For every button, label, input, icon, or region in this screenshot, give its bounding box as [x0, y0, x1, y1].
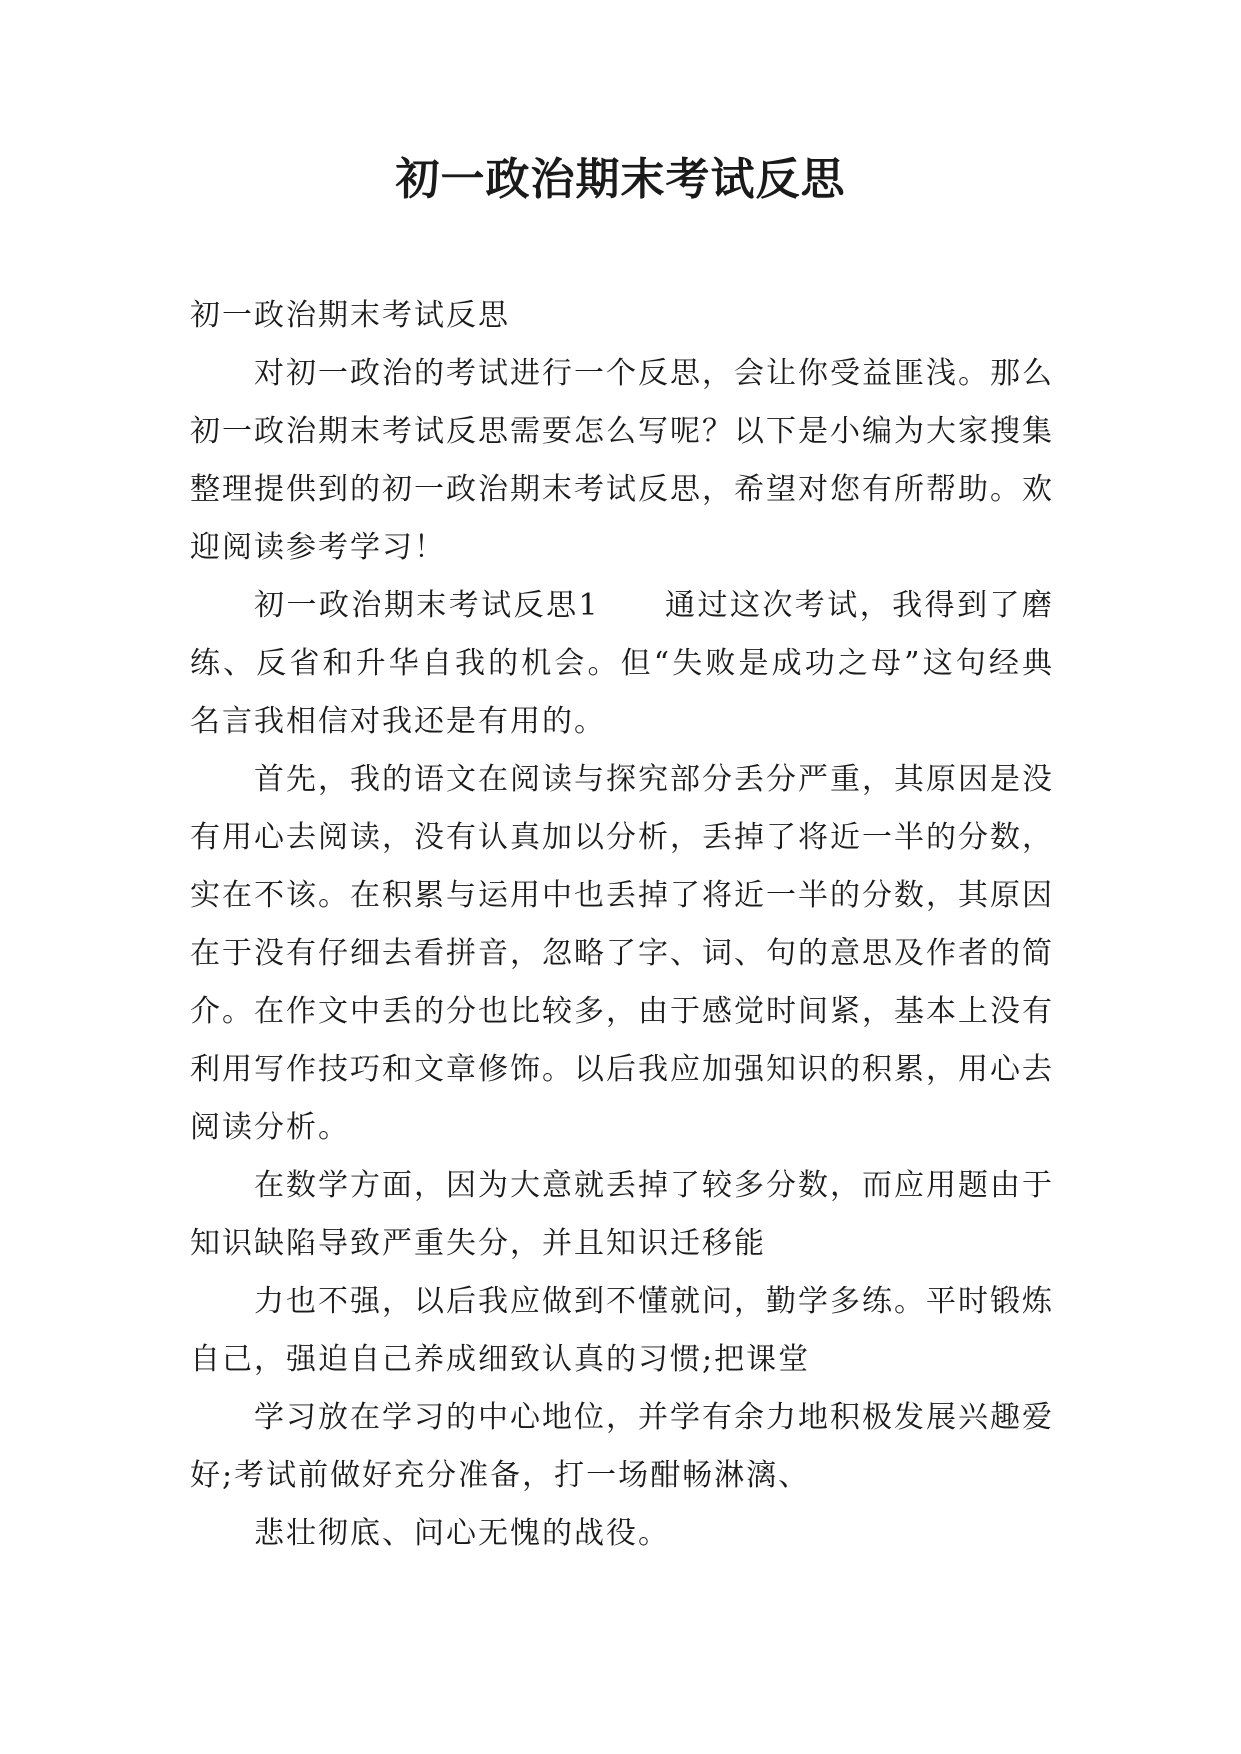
paragraph-reflection-1: 初一政治期末考试反思1 通过这次考试，我得到了磨练、反省和升华自我的机会。但“失败是成功之母”这句经典名言我相信对我还是有用的。	[190, 588, 1054, 739]
document-title: 初一政治期末考试反思	[395, 154, 846, 205]
document-body	[190, 287, 1054, 1563]
paragraph-study-habits: 学习放在学习的中心地位，并学有余力地积极发展兴趣爱好;考试前做好充分准备，打一场酣畅淋漓、	[190, 1400, 1054, 1493]
paragraph-intro: 对初一政治的考试进行一个反思，会让你受益匪浅。那么初一政治期末考试反思需要怎么写呢？以下是小编为大家搜集整理提供到的初一政治期末考试反思，希望对您有所帮助。欢迎阅读参考学习！	[190, 356, 1054, 565]
paragraph-closing: 悲壮彻底、问心无愧的战役。	[254, 1516, 670, 1551]
paragraph-chinese-subject: 首先，我的语文在阅读与探究部分丢分严重，其原因是没有用心去阅读，没有认真加以分析，丢掉了将近一半的分数，实在不该。在积累与运用中也丢掉了将近一半的分数，其原因在于没有仔细去看拼音，忽略了字、词、句的意思及作者的简介。在作文中丢的分也比较多，由于感觉时间紧，基本上没有利用写作技巧和文章修饰。以后我应加强知识的积累，用心去阅读分析。	[190, 762, 1054, 1145]
paragraph-subtitle: 初一政治期末考试反思	[190, 298, 510, 333]
paragraph-math-continued: 力也不强，以后我应做到不懂就问，勤学多练。平时锻炼自己，强迫自己养成细致认真的习惯;把课堂	[190, 1284, 1054, 1377]
paragraph-math-subject: 在数学方面，因为大意就丢掉了较多分数，而应用题由于知识缺陷导致严重失分，并且知识迁移能	[190, 1168, 1054, 1261]
